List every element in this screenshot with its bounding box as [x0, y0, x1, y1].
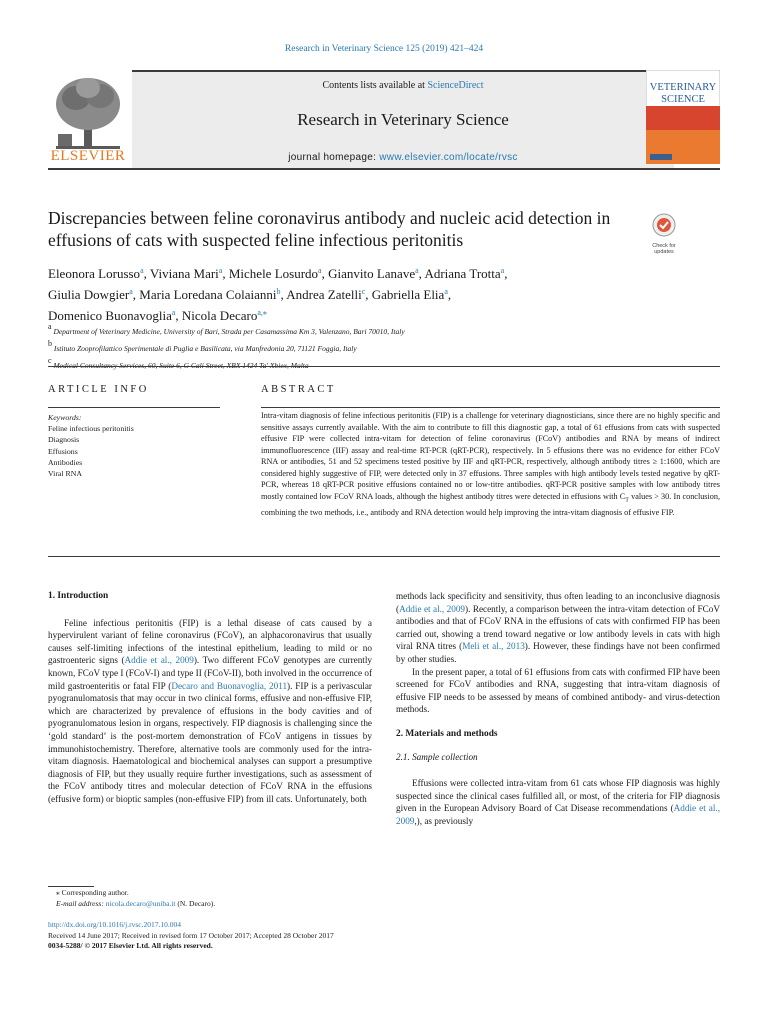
citation-link[interactable]: Decaro and Buonavoglia, 2011	[171, 680, 288, 691]
author-name[interactable]: Giulia Dowgier	[48, 287, 130, 302]
author-name[interactable]: Michele Losurdo	[228, 266, 319, 281]
check-for-updates-badge[interactable]	[646, 212, 682, 255]
contents-prefix: Contents lists available at	[322, 80, 425, 91]
journal-banner	[132, 70, 674, 168]
abstract-text-part1: Intra-vitam diagnosis of feline infectious peritonitis (FIP) is a challenge for veterinary diagnosticians, since there are no highly specific and sensitive assays currently available. With the aim to contribute to fill this diagnostic gap, a total of 61 effusions from cats with suspected effusive FIP were collected intra-vitam for detection of feline coronavirus (FCoV) antibodies and RNA by means of indirect immunofluorescence (IIF) assay and real-time RT-PCR (qRT-PCR), respectively. In 5 effusions there was no evidence for either FCoV RNA or antibodies, 51 and 52 specimens tested positive by IIF and qRT-PCR, respectively, although antibody titres ≥ 1:1600, which are considered highly suggestive of FIP, were detected only in 37 effusions. Three samples with high antibody levels tested negative by qRT-PCR, whereas 18 qRT-PCR positive effusions contained no or low-titre antibodies. qRT-PCR positive samples with low antibody titres mostly contained low FCoV RNA loads, although the highest antibody titres were detected in effusions with C	[261, 411, 720, 501]
intro-cont-text-c: ). However, these findings have not been confirmed by other studies.	[396, 641, 720, 664]
sample-text-b: ,), as previously	[414, 815, 474, 826]
author-affiliation-marker[interactable]: a	[415, 266, 419, 275]
intro-cont-text-b: ). Recently, a comparison between the intra-vitam detection of FCoV antibodies and that of FCoV RNA in the effusions of cats with confirmed FIP has been carried out, showing a trend toward negative or low antibody levels in cats with high viral RNA titres (	[396, 603, 720, 652]
sample-collection-heading: 2.1. Sample collection	[396, 751, 478, 762]
abstract-rule	[261, 407, 720, 408]
abstract-heading: ABSTRACT	[261, 384, 336, 395]
author-affiliation-marker[interactable]: a	[500, 266, 505, 275]
author-affiliation-marker[interactable]: a	[129, 287, 133, 296]
citation-link[interactable]: Addie et al., 2009	[396, 803, 720, 826]
affiliation-marker: b	[48, 339, 52, 348]
article-title: Discrepancies between feline coronavirus antibody and nucleic acid detection in effusions of cats with suspected feline infectious peritonitis	[48, 208, 611, 250]
cover-title-line1: VETERINARY	[649, 82, 717, 93]
intro-text-b: ). Two different FCoV genotypes are currently known, FCoV type I (FCoV-I) and type II (FCoV-II), both involved in the occurrence of mild gastroenteritis or fatal FIP (	[48, 655, 372, 691]
abstract-bottom-rule	[48, 556, 720, 557]
author-name[interactable]: Eleonora Lorusso	[48, 266, 141, 281]
author-name[interactable]: Nicola Decaro	[181, 308, 258, 323]
affiliation-item	[48, 355, 668, 372]
author-name[interactable]: Domenico Buonavoglia	[48, 308, 172, 323]
introduction-heading: 1. Introduction	[48, 591, 109, 601]
body-column-right	[396, 590, 720, 828]
intro-paragraph-1	[48, 617, 372, 806]
keyword-item: Feline infectious peritonitis	[48, 424, 134, 434]
citation-link[interactable]: Addie et al., 2009	[399, 603, 466, 614]
journal-citation[interactable]: Research in Veterinary Science 125 (2019) 421–424	[284, 44, 484, 54]
intro-text-c: ). FIP is a perivascular pyogranulomatosis that may occur in two clinical forms, effusive and non-effusive FIP, which are characterized by prevalence of effusions in the body cavities and of pyogranulomatous lesion in organs, respectively. FIP diagnosis is challenging since the ‘gold standard’ is the post-mortem demonstration of FCoV antigens in tissues by immunohistochemistry. Therefore, alternative tools are commonly used for the intra-vitam diagnosis. Haematological and biochemical analyses can support a presumptive diagnosis of FIP, but they usually require further investigations, such as assessment of the FCoV antibody titres and molecular detection of FCoV RNA in the effusions (effusive form) or bioptic samples (non-effusive FIP) from ill cats. Unfortunately, both	[48, 680, 372, 804]
author-name[interactable]: Viviana Mari	[149, 266, 219, 281]
affiliation-item	[48, 321, 668, 338]
doi-link[interactable]: http://dx.doi.org/10.1016/j.rvsc.2017.10.004	[48, 920, 181, 929]
homepage-prefix: journal homepage:	[288, 152, 377, 163]
affiliation-text: Department of Veterinary Medicine, University of Bari, Strada per Casamassima Km 3, Valenzano, Bari 70010, Italy	[51, 327, 405, 336]
cover-title-line2: SCIENCE	[661, 94, 705, 105]
abstract-subscript: T	[625, 497, 629, 504]
footnotes	[48, 888, 468, 910]
keyword-item: Viral RNA	[48, 469, 82, 479]
methods-heading: 2. Materials and methods	[396, 728, 498, 739]
article-info-rule	[48, 407, 220, 408]
author-affiliation-marker[interactable]: c	[361, 287, 366, 296]
author-list: Eleonora Lorusso$^a$, Viviana Mari$^a$, Michele Losurdo$^a$, Gianvito Lanave$^a$, Adriana Trotta$^a$, Giulia Dowgier$^a$, Maria Loredana Colaianni$^b$, Andrea Zatelli$^c$, Gabriella Elia$^a$, Domenico Buonavoglia$^a$, Nicola Decaro$^{a,⁎}$	[48, 266, 508, 323]
keywords-block	[48, 412, 238, 479]
author-name[interactable]: Maria Loredana Colaianni	[139, 287, 277, 302]
keywords-heading: Keywords:	[48, 413, 82, 422]
email-label: E-mail address:	[56, 898, 104, 908]
corresponding-text: Corresponding author.	[61, 888, 129, 897]
abstract-text-part2: values > 30. In conclusion, combining the two methods, i.e., antibody and RNA detection would help improving the intra-vitam diagnosis of effusive FIP.	[261, 491, 721, 517]
author-affiliation-marker[interactable]: a,⁎	[257, 308, 267, 317]
author-affiliation-marker[interactable]: a	[318, 266, 322, 275]
received-dates: Received 14 June 2017; Received in revised form 17 October 2017; Accepted 28 October 2017	[48, 930, 334, 940]
email-suffix: (N. Decaro).	[177, 898, 216, 908]
sample-paragraph-1	[396, 777, 720, 827]
affiliation-item	[48, 338, 668, 355]
journal-title: Research in Veterinary Science	[297, 110, 509, 129]
info-top-rule	[48, 366, 720, 367]
intro-text-a: Feline infectious peritonitis (FIP) is a lethal disease of cats caused by a hypervirulent variant of feline coronavirus (FCoV), an alphacoronavirus that usually causes self-limiting infections of the intestinal epithelium, leading to mild or no gastroenteric signs (	[48, 617, 372, 666]
intro-paragraph-continued	[396, 590, 720, 666]
keyword-item: Diagnosis	[48, 435, 80, 445]
sciencedirect-link[interactable]: ScienceDirect	[427, 80, 484, 91]
author-name[interactable]: Adriana Trotta	[424, 266, 501, 281]
copyright-line: 0034-5288/ © 2017 Elsevier Ltd. All rights reserved.	[48, 941, 213, 950]
keyword-item: Antibodies	[48, 457, 83, 467]
intro-cont-text-a: methods lack specificity and sensitivity, thus often leading to an inconclusive diagnosis (	[396, 591, 720, 614]
sample-text-a: Effusions were collected intra-vitam from 61 cats whose FIP diagnosis was highly suspected since the clinical cases fulfilled all, or most, of the criteria for FIP diagnosis given in the European Advisory Board of Cat Disease recommendations (	[396, 778, 720, 814]
affiliation-text: Istituto Zooprofilattico Sperimentale di Puglia e Basilicata, via Manfredonia 20, 71121 Foggia, Italy	[52, 344, 357, 353]
article-info-heading: ARTICLE INFO	[48, 384, 149, 395]
author-name[interactable]: Gianvito Lanave	[328, 266, 416, 281]
journal-cover[interactable]	[646, 70, 720, 164]
body-column-left	[48, 590, 372, 806]
keyword-item: Effusions	[48, 446, 78, 456]
citation-link[interactable]: Addie et al., 2009	[124, 655, 194, 666]
asterisk-marker: ⁎	[56, 888, 62, 897]
author-affiliation-marker[interactable]: a	[444, 287, 448, 296]
abstract-body	[261, 410, 720, 518]
check-updates-icon	[646, 212, 682, 238]
header-rule	[48, 168, 720, 170]
author-name[interactable]: Andrea Zatelli	[286, 287, 362, 302]
elsevier-logo[interactable]	[48, 72, 128, 164]
check-updates-label: Check for updates	[652, 243, 676, 255]
author-affiliation-marker[interactable]: a	[218, 266, 223, 275]
email-link[interactable]: nicola.decaro@uniba.it	[105, 898, 176, 908]
email-note	[48, 899, 468, 910]
citation-link[interactable]: Meli et al., 2013	[462, 641, 525, 652]
intro-paragraph-2: In the present paper, a total of 61 effusions from cats with confirmed FIP have been screened for FCoV antibodies and RNA, suggesting that intra-vitam diagnosis of effusive FIP needs to be assessed by means of combined antibody- and virus-detection methods.	[396, 666, 720, 715]
elsevier-wordmark: ELSEVIER	[50, 148, 126, 164]
contents-line	[132, 80, 674, 91]
journal-header	[48, 70, 720, 166]
doi-block	[48, 920, 548, 952]
affiliation-marker: c	[48, 356, 52, 365]
homepage-line	[132, 152, 674, 163]
affiliation-marker: a	[48, 322, 52, 331]
affiliation-list	[48, 321, 668, 372]
author-name[interactable]: Gabriella Elia	[371, 287, 445, 302]
homepage-link[interactable]: www.elsevier.com/locate/rvsc	[379, 152, 518, 163]
author-affiliation-marker[interactable]: a	[171, 308, 176, 317]
footnote-rule	[48, 886, 94, 887]
author-affiliation-marker[interactable]: b	[276, 287, 281, 296]
corresponding-author-note	[48, 888, 468, 899]
author-affiliation-marker[interactable]: a	[140, 266, 144, 275]
